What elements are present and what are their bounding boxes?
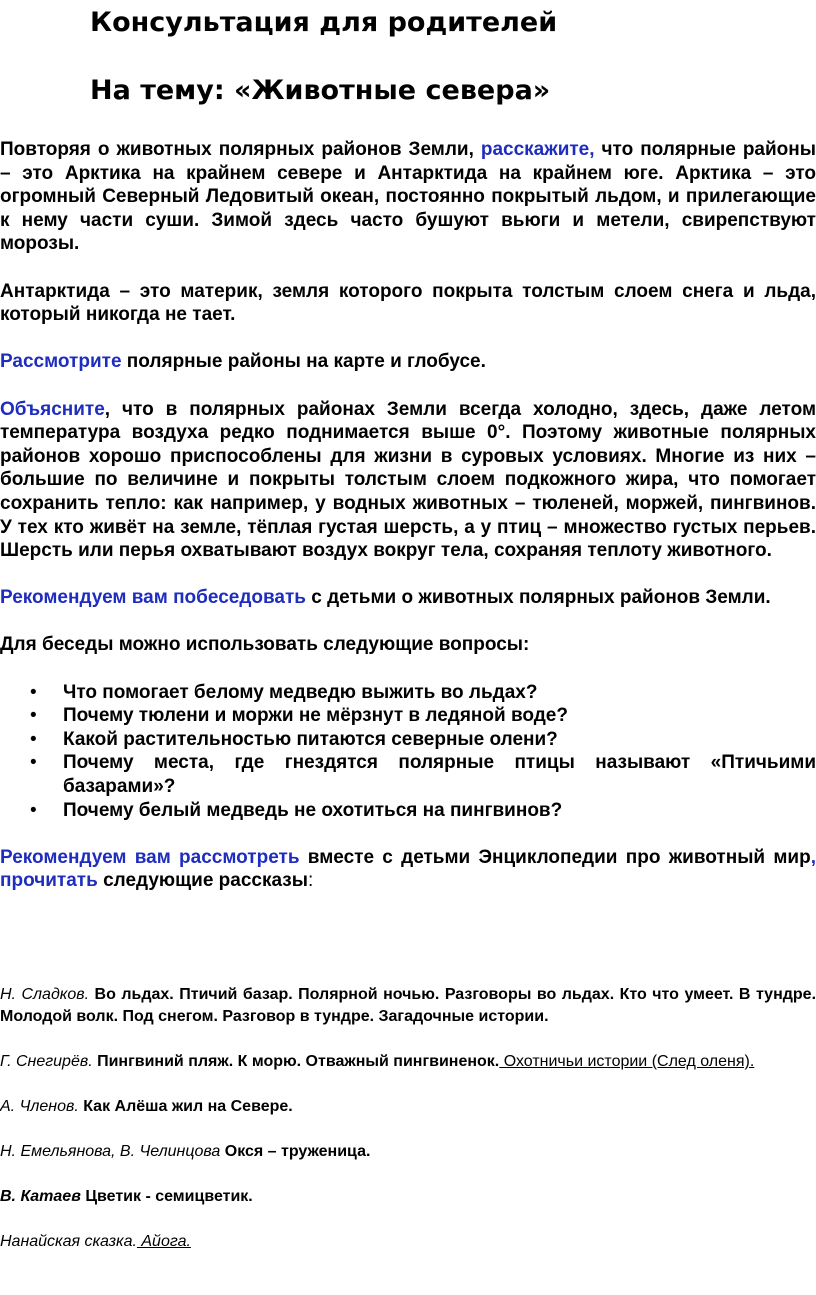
- book-author: Нанайская сказка.: [0, 1233, 137, 1250]
- page-title: Консультация для родителей: [90, 7, 558, 38]
- questions-list: [0, 681, 816, 823]
- bullet-icon: •: [30, 705, 37, 727]
- book-entry-kataev: [0, 1186, 816, 1208]
- highlight-verb-consider: Рассмотрите: [0, 351, 122, 373]
- question-text: Какой растительностью питаются северные олени?: [63, 728, 558, 750]
- book-link[interactable]: Айога.: [136, 1233, 191, 1250]
- book-entry-nanai: [0, 1231, 816, 1253]
- highlight-verb-talk: Рекомендуем вам побеседовать: [0, 587, 306, 609]
- list-item: [30, 681, 816, 705]
- text-run: вместе с детьми Энциклопедии про животный мир: [299, 846, 811, 868]
- text-run: , что в полярных районах Земли всегда холодно, здесь, даже летом температура воздуха редко поднимается выше 0°. Поэтому животные полярных районов хорошо приспособлены для жизни в суровых условиях. Многие из них – большие по величине и покрыты толстым слоем подкожного жира, что помогает сохранить тепло: как например, у водных животных – тюленей, моржей, пингвинов. У тех кто живёт на земле, тёплая густая шерсть, а у птиц – множество густых перьев. Шерсть или перья охватывают воздух вокруг тела, сохраняя теплоту животного.: [0, 398, 816, 562]
- bullet-icon: •: [30, 728, 37, 750]
- question-text: Что помогает белому медведю выжить во льдах?: [63, 681, 538, 703]
- bullet-icon: •: [30, 681, 37, 703]
- list-item: [30, 799, 816, 823]
- book-titles: Цветик - семицветик.: [80, 1188, 253, 1205]
- book-author: А. Членов.: [0, 1098, 79, 1115]
- book-titles: Как Алёша жил на Севере.: [78, 1098, 293, 1115]
- book-author: Г. Снегирёв.: [0, 1053, 93, 1070]
- book-link[interactable]: Охотничьи истории (След оленя).: [499, 1053, 755, 1070]
- question-text: Почему места, где гнездятся полярные птицы называют «Птичьими базарами»?: [63, 752, 816, 798]
- bullet-icon: •: [30, 752, 37, 774]
- paragraph-talk: [0, 586, 816, 610]
- text-run: следующие рассказы: [97, 870, 308, 892]
- book-author: В. Катаев: [0, 1188, 81, 1205]
- paragraph-explain: [0, 398, 816, 563]
- highlight-verb-tell: расскажите,: [480, 139, 595, 160]
- highlight-verb-explain: Объясните: [0, 398, 105, 420]
- book-titles: Пингвиний пляж. К морю. Отважный пингвиненок.: [92, 1053, 500, 1070]
- book-author: Н. Сладков.: [0, 986, 90, 1003]
- list-item: [30, 728, 816, 752]
- paragraph-recommend-read: [0, 846, 816, 893]
- book-author: Н. Емельянова, В. Челинцова: [0, 1143, 221, 1160]
- text-run: Повторяя о животных полярных районов Земли,: [0, 139, 481, 160]
- book-entry-sladkov: [0, 984, 816, 1028]
- page-subtitle: На тему: «Животные севера»: [90, 75, 551, 106]
- reading-list: [0, 984, 816, 1276]
- text-run: ,: [810, 846, 816, 868]
- question-text: Почему тюлени и моржи не мёрзнут в ледяной воде?: [63, 705, 568, 727]
- document-body: [0, 138, 816, 917]
- book-entry-chlenov: [0, 1096, 816, 1118]
- paragraph-arctic: [0, 138, 816, 256]
- text-run: полярные районы на карте и глобусе.: [121, 351, 486, 373]
- question-text: Почему белый медведь не охотиться на пингвинов?: [63, 799, 563, 821]
- book-entry-snegirev: [0, 1051, 816, 1073]
- text-run: с детьми о животных полярных районов Земли.: [306, 587, 771, 609]
- highlight-verb-look: Рекомендуем вам рассмотреть: [0, 846, 300, 868]
- paragraph-consider: [0, 350, 816, 374]
- paragraph-questions-intro: Для беседы можно использовать следующие вопросы:: [0, 634, 530, 656]
- text-run: :: [307, 870, 314, 892]
- book-titles: Окся – труженица.: [220, 1143, 371, 1160]
- book-entry-emelyanova: [0, 1141, 816, 1163]
- bullet-icon: •: [30, 799, 37, 821]
- book-titles: Во льдах. Птичий базар. Полярной ночью. Разговоры во льдах. Кто что умеет. В тундре. Молодой волк. Под снегом. Разговор в тундре. Загадочные истории.: [0, 986, 816, 1025]
- list-item: [30, 751, 816, 798]
- paragraph-antarctica: Антарктида – это материк, земля которого покрыта толстым слоем снега и льда, который никогда не тает.: [0, 280, 816, 326]
- list-item: [30, 704, 816, 728]
- text-run: что полярные районы – это Арктика на крайнем севере и Антарктида на крайнем юге. Арктика – это огромный Северный Ледовитый океан, постоянно покрытый льдом, и прилегающие к нему части суши. Зимой здесь часто бушуют вьюги и метели, свирепствуют морозы.: [0, 139, 816, 255]
- highlight-verb-read: прочитать: [0, 870, 98, 892]
